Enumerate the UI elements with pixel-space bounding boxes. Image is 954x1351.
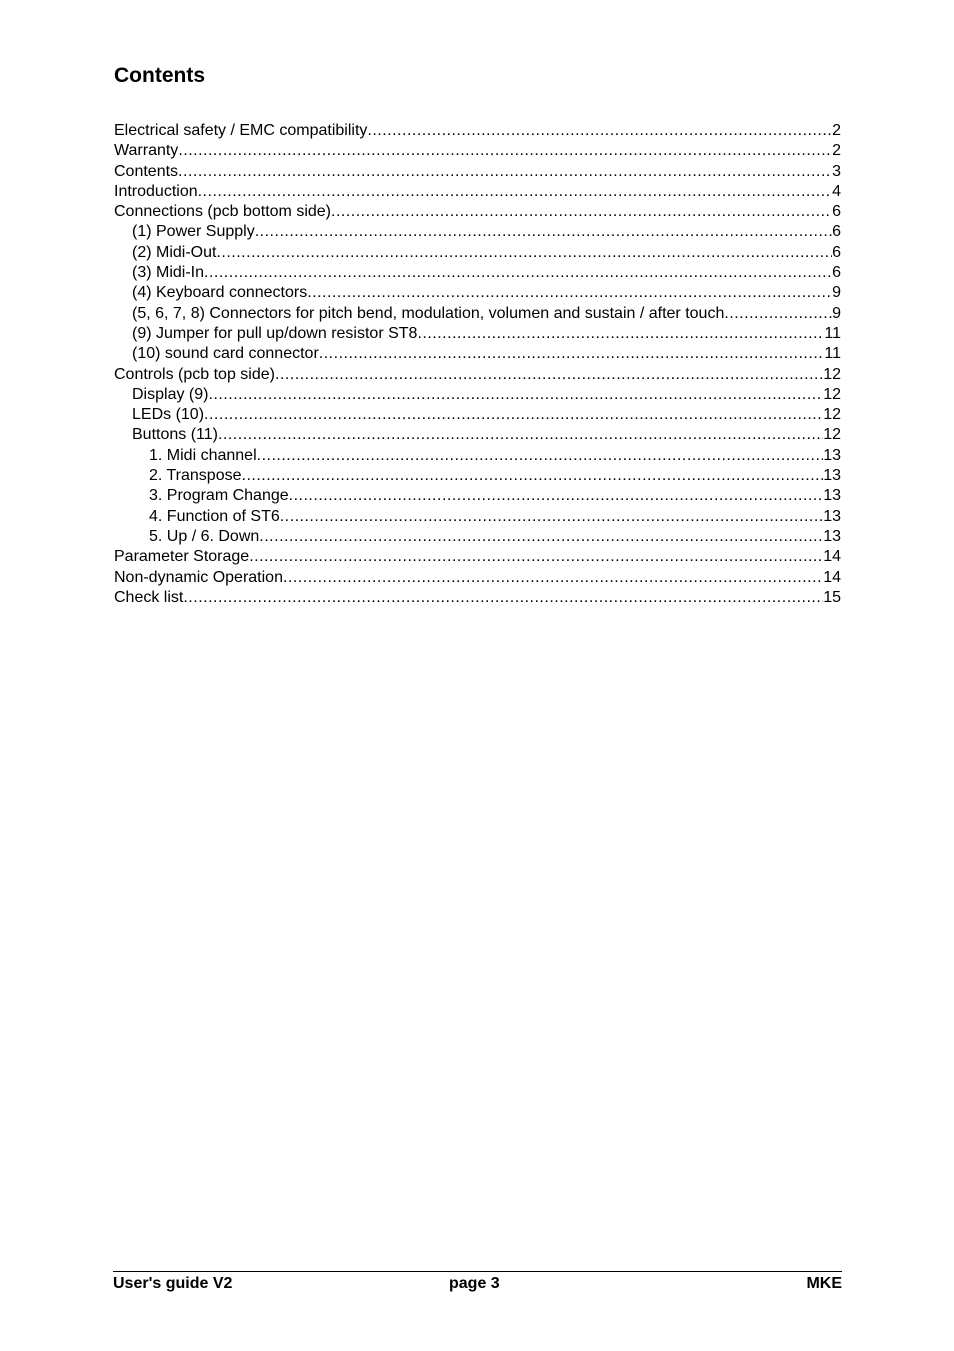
toc-entry-label: (3) Midi-In: [132, 264, 205, 282]
toc-entry-label: Buttons (11): [132, 426, 218, 444]
toc-entry-page: 2: [832, 142, 841, 160]
toc-dot-leader: [257, 446, 824, 466]
toc-entry-label: Controls (pcb top side): [114, 365, 275, 383]
toc-entry-label: 5. Up / 6. Down: [149, 527, 260, 545]
toc-entry-label: Display (9): [132, 385, 209, 403]
toc-entry[interactable]: [114, 446, 841, 466]
toc-entry-label: Warranty: [114, 142, 179, 160]
toc-entry[interactable]: [114, 527, 841, 547]
toc-entry[interactable]: [114, 121, 841, 141]
toc-entry[interactable]: [114, 486, 841, 506]
toc-entry-label: 1. Midi channel: [149, 446, 257, 464]
toc-dot-leader: [367, 121, 832, 141]
toc-entry-page: 13: [823, 446, 841, 464]
table-of-contents: [114, 121, 841, 608]
toc-entry-page: 6: [832, 223, 841, 241]
toc-entry-page: 9: [832, 304, 841, 322]
toc-entry-label: Non-dynamic Operation: [114, 568, 283, 586]
toc-entry[interactable]: [114, 547, 841, 567]
toc-entry-page: 14: [823, 548, 841, 566]
toc-entry[interactable]: [114, 283, 841, 303]
toc-entry-label: 2. Transpose: [149, 467, 242, 485]
toc-entry-label: (5, 6, 7, 8) Connectors for pitch bend, modulation, volumen and sustain / after touch: [132, 304, 725, 322]
toc-dot-leader: [280, 507, 823, 527]
toc-entry-page: 6: [832, 264, 841, 282]
toc-entry[interactable]: [114, 344, 841, 364]
toc-dot-leader: [204, 405, 823, 425]
toc-entry-page: 3: [832, 162, 841, 180]
toc-dot-leader: [183, 588, 823, 608]
toc-entry-page: 11: [824, 324, 841, 342]
toc-entry-label: 4. Function of ST6: [149, 507, 280, 525]
toc-dot-leader: [289, 486, 824, 506]
toc-dot-leader: [204, 263, 832, 283]
toc-entry-page: 13: [823, 527, 841, 545]
toc-dot-leader: [259, 527, 823, 547]
toc-dot-leader: [178, 162, 832, 182]
toc-entry-page: 13: [823, 467, 841, 485]
toc-dot-leader: [255, 222, 832, 242]
toc-entry-page: 12: [823, 365, 841, 383]
toc-dot-leader: [216, 243, 832, 263]
toc-entry[interactable]: [114, 385, 841, 405]
footer-document-name: User's guide V2: [113, 1275, 233, 1292]
toc-entry[interactable]: [114, 304, 841, 324]
toc-entry[interactable]: [114, 324, 841, 344]
toc-dot-leader: [218, 425, 823, 445]
toc-dot-leader: [724, 304, 832, 324]
toc-entry[interactable]: [114, 263, 841, 283]
toc-entry-label: (2) Midi-Out: [132, 243, 217, 261]
toc-dot-leader: [249, 547, 823, 567]
toc-dot-leader: [198, 182, 832, 202]
toc-entry-label: LEDs (10): [132, 406, 205, 424]
toc-entry-page: 12: [823, 385, 841, 403]
toc-entry-page: 2: [832, 122, 841, 139]
toc-entry[interactable]: [114, 141, 841, 161]
footer-page-number: page 3: [449, 1275, 500, 1292]
toc-entry-page: 13: [823, 507, 841, 525]
toc-entry-label: (9) Jumper for pull up/down resistor ST8: [132, 324, 418, 342]
toc-entry-label: Electrical safety / EMC compatibility: [114, 122, 368, 139]
toc-dot-leader: [178, 141, 832, 161]
page-footer: [113, 1271, 842, 1296]
toc-dot-leader: [417, 324, 824, 344]
toc-entry[interactable]: [114, 365, 841, 385]
toc-entry[interactable]: [114, 588, 841, 608]
toc-dot-leader: [208, 385, 823, 405]
toc-entry[interactable]: [114, 466, 841, 486]
page-title: Contents: [114, 64, 205, 87]
toc-entry[interactable]: [114, 162, 841, 182]
toc-dot-leader: [307, 283, 832, 303]
toc-entry-page: 4: [832, 182, 841, 200]
toc-entry-label: (1) Power Supply: [132, 223, 255, 241]
toc-entry-label: 3. Program Change: [149, 487, 289, 505]
toc-entry[interactable]: [114, 202, 841, 222]
toc-entry-label: (4) Keyboard connectors: [132, 284, 308, 302]
toc-entry-label: Connections (pcb bottom side): [114, 203, 331, 221]
toc-entry-page: 6: [832, 203, 841, 221]
toc-dot-leader: [275, 365, 823, 385]
toc-entry[interactable]: [114, 568, 841, 588]
toc-entry-page: 14: [823, 568, 841, 586]
toc-entry-label: Contents: [114, 162, 179, 180]
toc-dot-leader: [283, 568, 823, 588]
toc-entry[interactable]: [114, 243, 841, 263]
toc-entry[interactable]: [114, 425, 841, 445]
toc-entry-label: Introduction: [114, 182, 198, 200]
toc-entry-page: 15: [823, 588, 841, 606]
toc-entry[interactable]: [114, 405, 841, 425]
toc-entry-label: Check list: [114, 588, 184, 606]
toc-dot-leader: [242, 466, 824, 486]
toc-entry-page: 11: [824, 345, 841, 363]
toc-entry-label: Parameter Storage: [114, 548, 250, 566]
toc-entry-page: 6: [832, 243, 841, 261]
toc-entry-label: (10) sound card connector: [132, 345, 319, 363]
toc-dot-leader: [331, 202, 832, 222]
toc-entry[interactable]: [114, 182, 841, 202]
toc-entry-page: 9: [832, 284, 841, 302]
toc-entry-page: 12: [823, 426, 841, 444]
footer-author: MKE: [806, 1275, 842, 1292]
toc-entry-page: 12: [823, 406, 841, 424]
toc-entry-page: 13: [823, 487, 841, 505]
toc-dot-leader: [319, 344, 825, 364]
toc-entry[interactable]: [114, 222, 841, 242]
toc-entry[interactable]: [114, 507, 841, 527]
